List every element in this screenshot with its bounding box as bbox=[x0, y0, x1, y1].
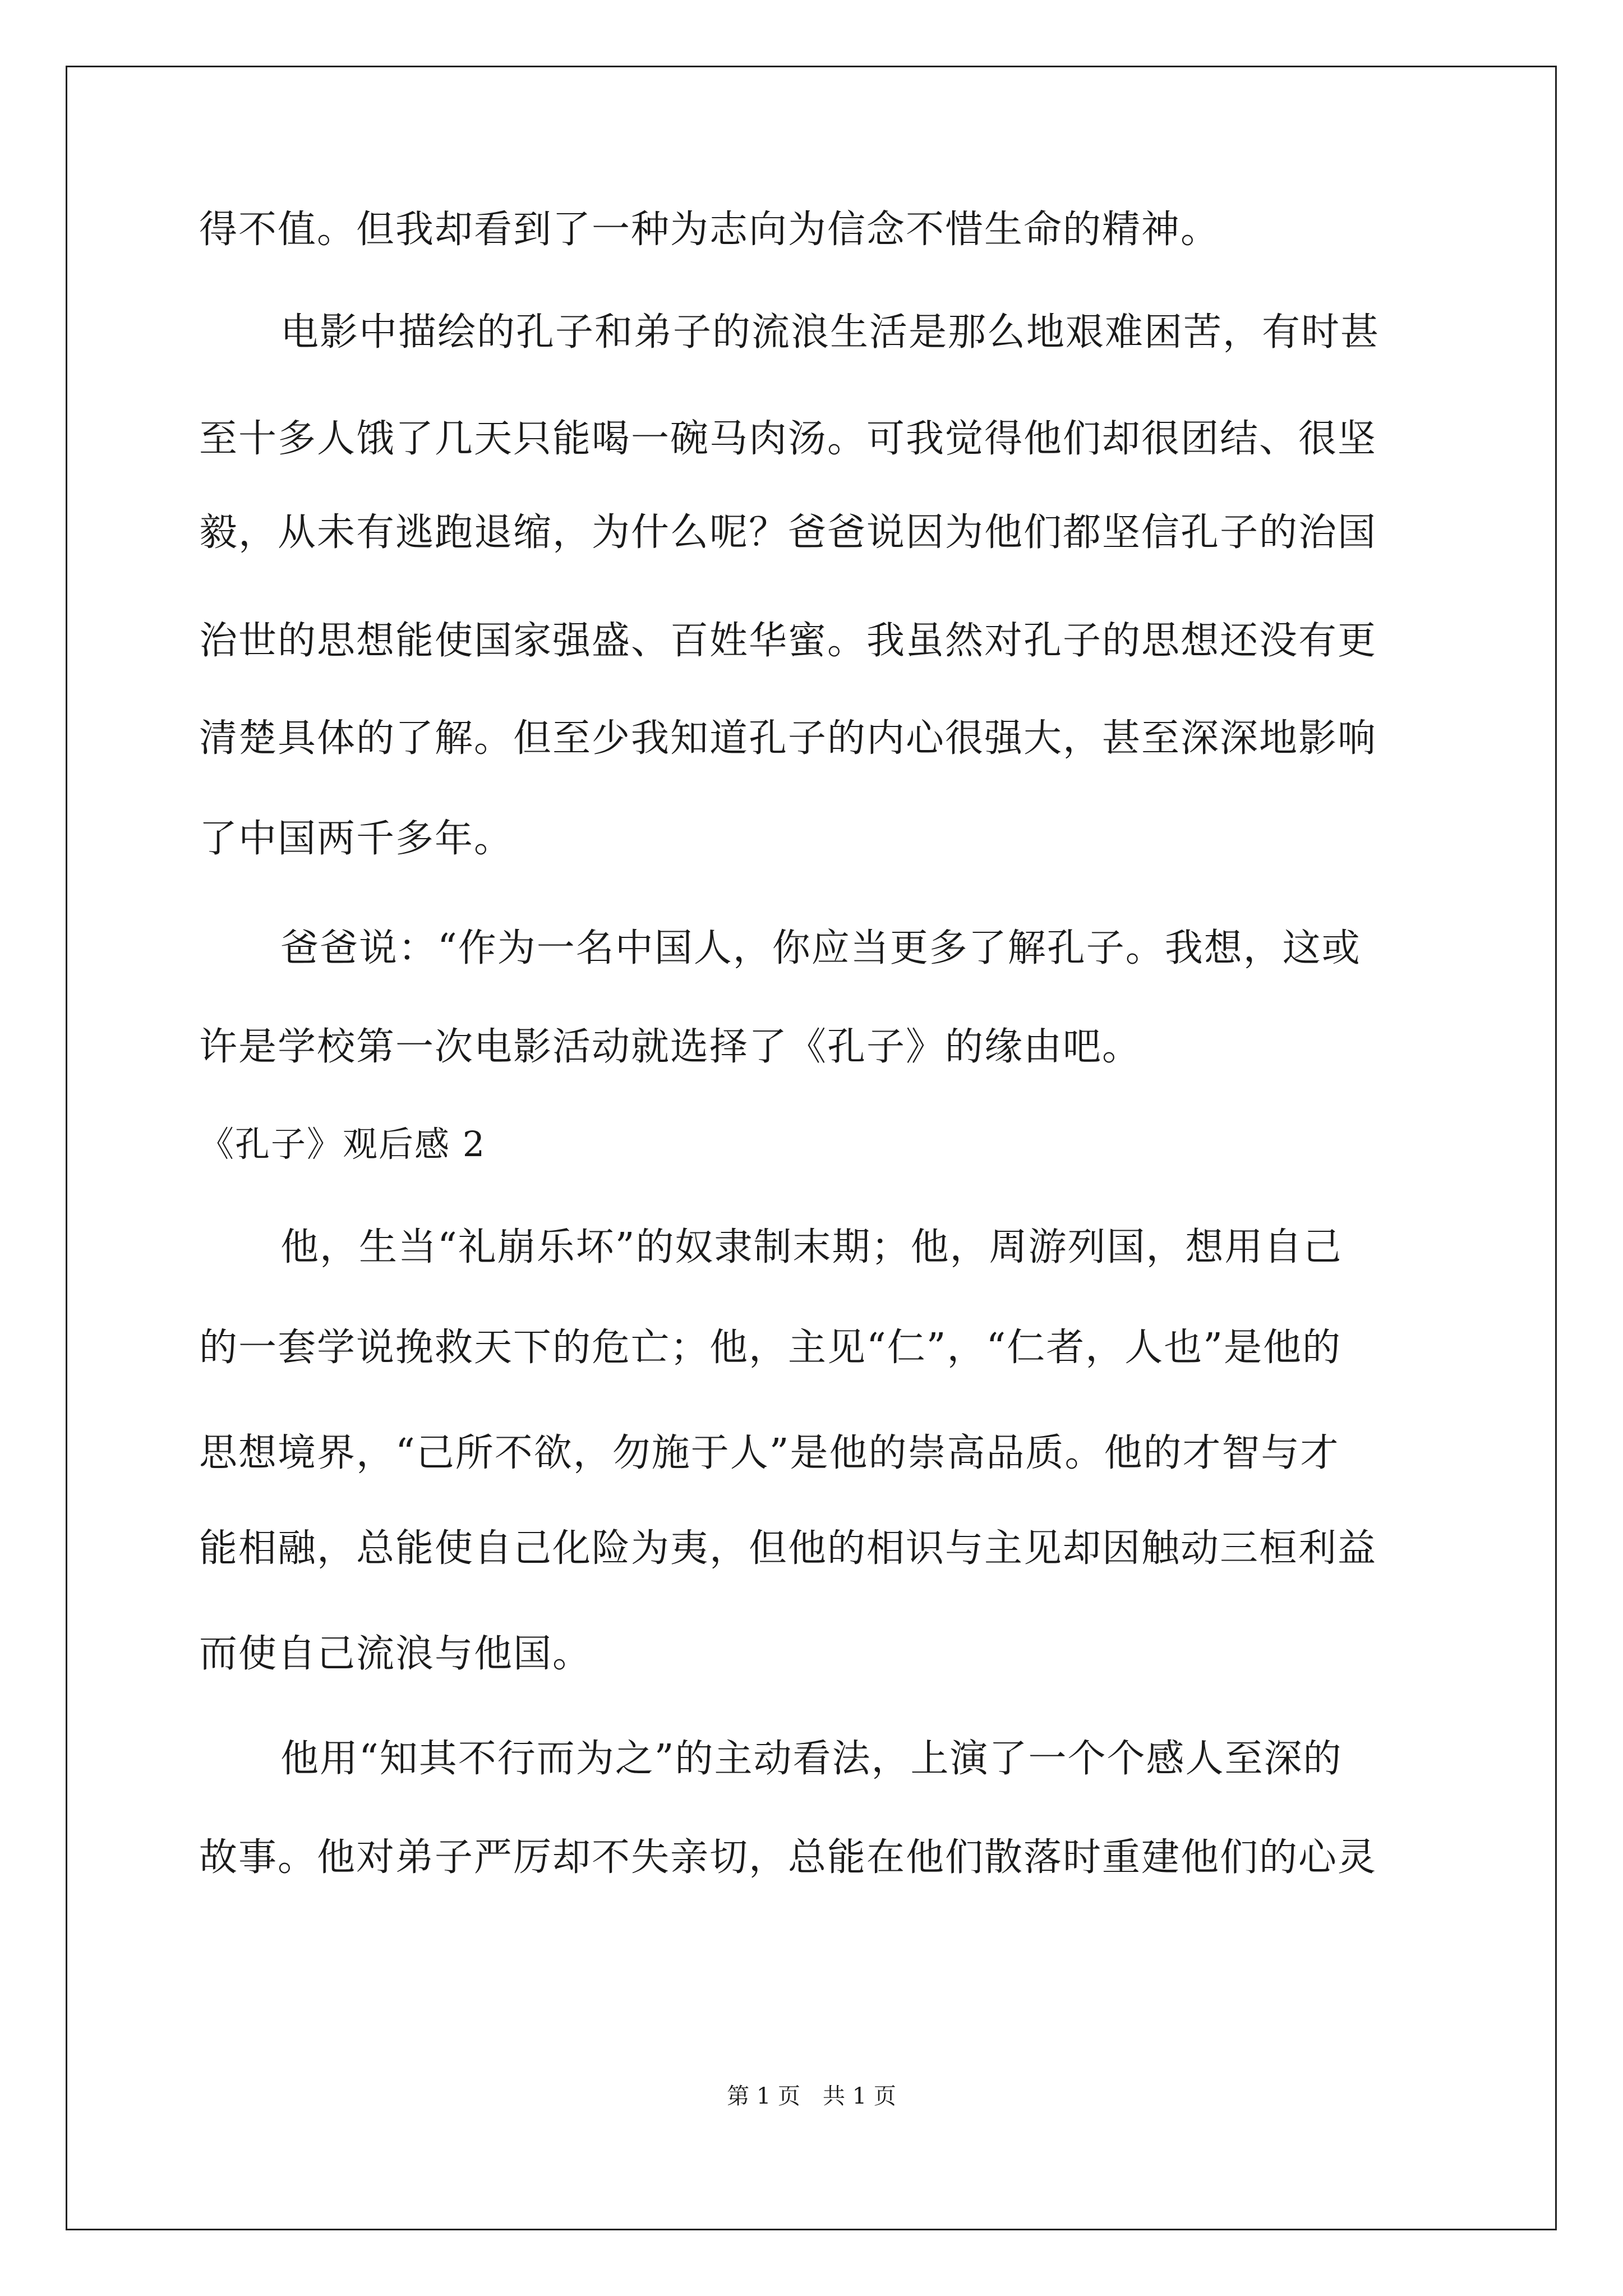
page-footer: 第 1 页 共 1 页 bbox=[727, 2083, 896, 2109]
paragraph-line: 能相融，总能使自己化险为夷，但他的相识与主见却因触动三桓利益 bbox=[199, 1526, 1377, 1571]
paragraph-line: 他，生当“礼崩乐坏”的奴隶制末期；他，周游列国，想用自己 bbox=[280, 1225, 1343, 1269]
paragraph-line: 爸爸说：“作为一名中国人，你应当更多了解孔子。我想，这或 bbox=[280, 926, 1361, 970]
paragraph-line: 的一套学说挽救天下的危亡；他，主见“仁”，“仁者，人也”是他的 bbox=[199, 1326, 1342, 1370]
paragraph-line: 许是学校第一次电影活动就选择了《孔子》的缘由吧。 bbox=[199, 1025, 1142, 1069]
paragraph-line: 毅，从未有逃跑退缩，为什么呢？爸爸说因为他们都坚信孔子的治国 bbox=[199, 510, 1377, 555]
section-heading: 《孔子》观后感 2 bbox=[199, 1124, 486, 1165]
paragraph-line: 故事。他对弟子严厉却不失亲切，总能在他们散落时重建他们的心灵 bbox=[199, 1835, 1377, 1880]
paragraph-line: 而使自己流浪与他国。 bbox=[199, 1632, 592, 1676]
paragraph-line: 清楚具体的了解。但至少我知道孔子的内心很强大，甚至深深地影响 bbox=[199, 716, 1377, 761]
paragraph-line: 治世的思想能使国家强盛、百姓华蜜。我虽然对孔子的思想还没有更 bbox=[199, 619, 1377, 663]
paragraph-line: 至十多人饿了几天只能喝一碗马肉汤。可我觉得他们却很团结、很坚 bbox=[199, 417, 1377, 461]
paragraph-line: 了中国两千多年。 bbox=[199, 817, 514, 861]
paragraph-line: 电影中描绘的孔子和弟子的流浪生活是那么地艰难困苦，有时甚 bbox=[280, 310, 1380, 355]
paragraph-line: 得不值。但我却看到了一种为志向为信念不惜生命的精神。 bbox=[199, 208, 1220, 252]
paragraph-line: 思想境界，“己所不欲，勿施于人”是他的崇高品质。他的才智与才 bbox=[199, 1431, 1340, 1475]
paragraph-line: 他用“知其不行而为之”的主动看法，上演了一个个感人至深的 bbox=[280, 1737, 1343, 1781]
